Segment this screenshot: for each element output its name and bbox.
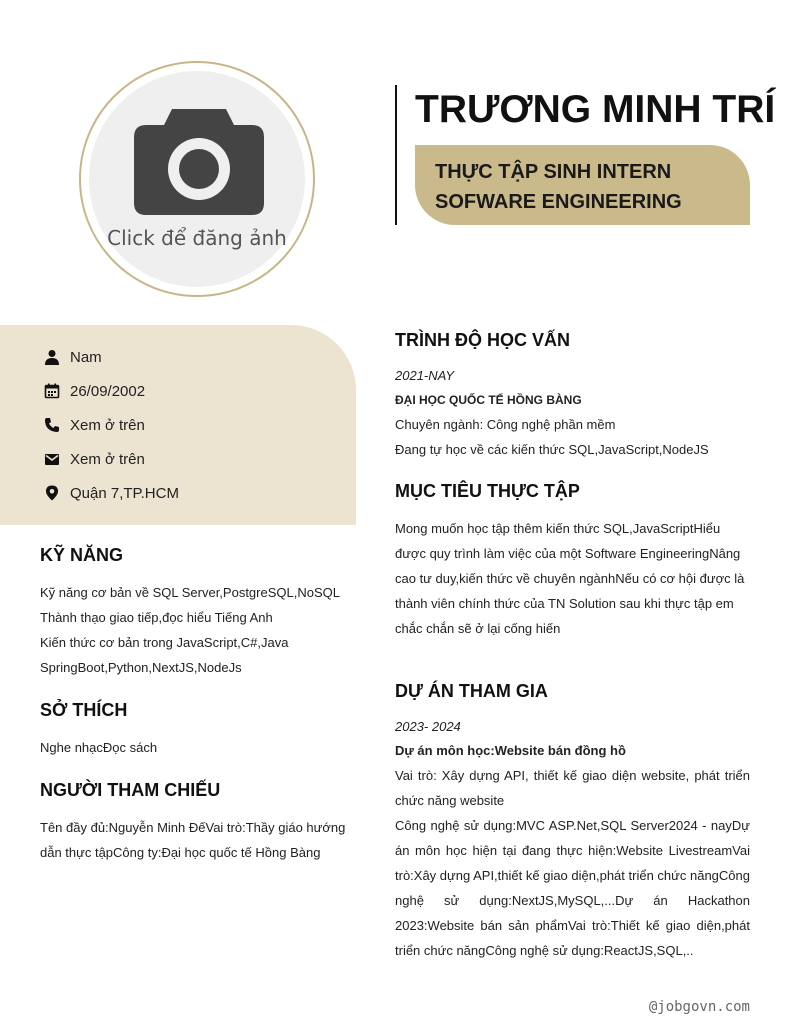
role-line-1: THỰC TẬP SINH INTERN xyxy=(435,161,672,183)
contact-gender xyxy=(44,347,102,367)
gender-value: Nam xyxy=(70,348,102,366)
projects-block xyxy=(395,715,750,963)
address-value: Quận 7,TP.HCM xyxy=(70,484,179,502)
watermark: @jobgovn.com xyxy=(648,999,750,1015)
calendar-icon xyxy=(44,383,60,399)
project-name: Dự án môn học:Website bán đồng hồ xyxy=(395,743,626,758)
education-note: Đang tự học về các kiến thức SQL,JavaScript,NodeJS xyxy=(395,442,709,457)
objective-line: chắc chắn sẽ ở lại cống hiến xyxy=(395,621,561,636)
list-item: SpringBoot,Python,NextJS,NodeJs xyxy=(40,660,242,675)
upload-photo-caption[interactable]: Click để đăng ảnh xyxy=(107,226,287,250)
list-item: Thành thạo giao tiếp,đọc hiểu Tiếng Anh xyxy=(40,610,273,625)
objective-line: Mong muốn học tập thêm kiến thức SQL,JavaScriptHiểu xyxy=(395,521,721,536)
objective-line: cao tư duy,kiến thức về chuyên ngànhNếu có cơ hội được là xyxy=(395,571,745,586)
project-role: Vai trò: Xây dựng API, thiết kế giao diện website, phát triển chức năng website xyxy=(395,768,750,808)
birthday-value: 26/09/2002 xyxy=(70,382,146,400)
avatar-placeholder[interactable] xyxy=(89,71,305,287)
header-divider xyxy=(395,85,397,225)
role-banner xyxy=(415,145,750,225)
person-icon xyxy=(44,349,60,365)
contact-email xyxy=(44,449,145,469)
reference-line: Tên đầy đủ:Nguyễn Minh ĐếVai trò:Thầy giáo hướng xyxy=(40,820,346,835)
camera-icon xyxy=(134,105,264,215)
list-item: Kỹ năng cơ bản về SQL Server,PostgreSQL,NoSQL xyxy=(40,585,340,600)
reference-text xyxy=(40,815,350,865)
education-title: TRÌNH ĐỘ HỌC VẤN xyxy=(395,330,570,350)
skills-list xyxy=(40,580,350,680)
education-major: Chuyên ngành: Công nghệ phần mềm xyxy=(395,417,616,432)
hobbies-title: SỞ THÍCH xyxy=(40,700,128,720)
email-icon xyxy=(44,451,60,467)
email-value: Xem ở trên xyxy=(70,450,145,468)
contact-phone xyxy=(44,415,145,435)
contact-birthday xyxy=(44,381,145,401)
candidate-name: TRƯƠNG MINH TRÍ xyxy=(415,88,776,131)
objective-line: được quy trình làm việc của một Software EngineeringNâng xyxy=(395,546,741,561)
education-block xyxy=(395,364,750,462)
location-pin-icon xyxy=(44,485,60,501)
project-details: Công nghệ sử dụng:MVC ASP.Net,SQL Server2024 - nayDự án môn học hiện tại đang thực hiện:Website LivestreamVai trò:Xây dựng API,thiết kế giao diện,phát triển chức năngCông nghệ sử dụng:NextJS,MySQL,...Dự án Hackathon 2023:Website bán sản phẩmVai trò:Thiết kế giao diện,phát triển chức năngCông nghệ sử dụng:ReactJS,SQL,.. xyxy=(395,818,750,958)
objective-line: thành viên chính thức của TN Solution sau khi thực tập em xyxy=(395,596,734,611)
education-period: 2021-NAY xyxy=(395,368,455,383)
contact-panel xyxy=(0,325,356,525)
hobbies-text: Nghe nhạcĐọc sách xyxy=(40,740,158,755)
avatar-photo-frame[interactable] xyxy=(79,61,315,297)
role-line-2: SOFWARE ENGINEERING xyxy=(435,191,682,213)
objective-title: MỤC TIÊU THỰC TẬP xyxy=(395,481,580,501)
reference-title: NGƯỜI THAM CHIẾU xyxy=(40,780,221,800)
skills-title: KỸ NĂNG xyxy=(40,545,124,565)
projects-title: DỰ ÁN THAM GIA xyxy=(395,681,548,701)
list-item: Kiến thức cơ bản trong JavaScript,C#,Java xyxy=(40,635,289,650)
reference-line: dẫn thực tậpCông ty:Đại học quốc tế Hồng Bàng xyxy=(40,845,321,860)
objective-text xyxy=(395,516,750,641)
contact-address xyxy=(44,483,179,503)
phone-value: Xem ở trên xyxy=(70,416,145,434)
projects-period: 2023- 2024 xyxy=(395,719,461,734)
phone-icon xyxy=(44,417,60,433)
education-school: ĐẠI HỌC QUỐC TẾ HỒNG BÀNG xyxy=(395,393,582,407)
